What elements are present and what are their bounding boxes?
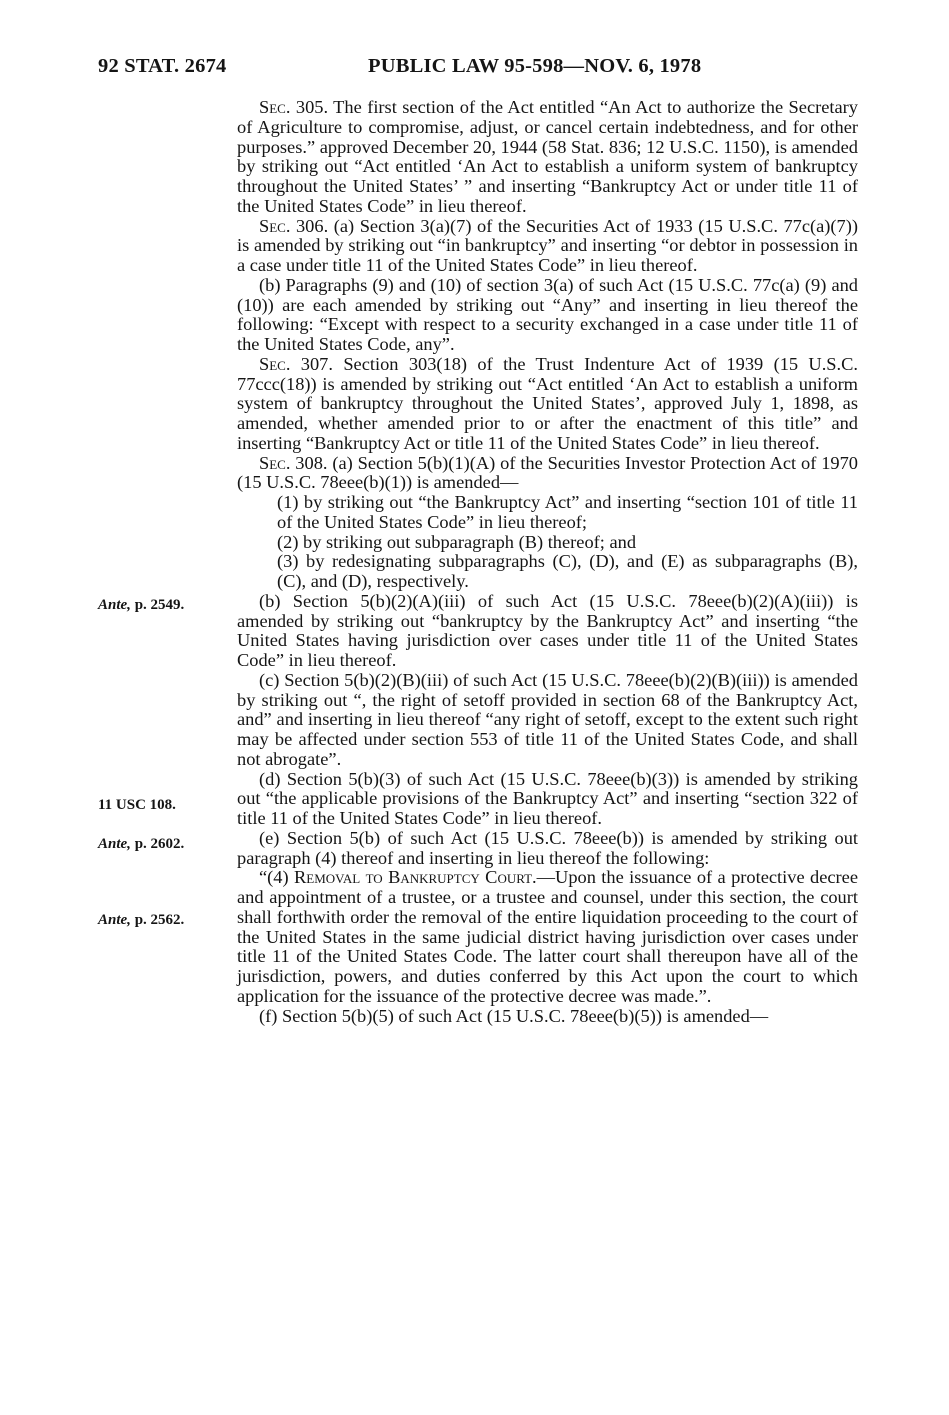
section-308b: (b) Section 5(b)(2)(A)(iii) of such Act (15 U.S.C. 78eee(b)(2)(A)(iii)) is amended by striking out “bankruptcy by the Bankruptcy Act” and inserting “the United States having jurisdiction over cases under title 11 of the United States Code” in lieu thereof.: [237, 590, 858, 670]
section-308f: (f) Section 5(b)(5) of such Act (15 U.S.C. 78eee(b)(5)) is amended—: [259, 1005, 769, 1026]
margin-italic: Ante,: [98, 597, 131, 613]
quote-number: “(4): [259, 867, 294, 888]
section-308a: [237, 454, 858, 494]
sec-label: Sec.: [259, 353, 291, 374]
list-item: (3) by redesignating subparagraphs (C), (D), and (E) as subparagraphs (B), (C), and (D), respectively.: [277, 551, 858, 591]
sec-label: Sec.: [259, 97, 291, 117]
section-306a: [237, 217, 858, 276]
section-305: [237, 98, 858, 217]
body-text: [237, 98, 858, 1026]
paragraph-text: 305. The first section of the Act entitled “An Act to authorize the Secretary of Agriculture to compromise, adjust, or cancel certain indebtedness, and for other purposes.” approved December 20, 1944 (58 Stat. 836; 12 U.S.C. 1150), is amended by striking out “Act entitled ‘An Act to establish a uniform system of bankruptcy throughout the United States’ ” and inserting “Bankruptcy Act or under title 11 of the United States Code” in lieu thereof.: [237, 97, 858, 216]
margin-ref: p. 2602.: [130, 836, 185, 852]
quote-heading: Removal to Bankruptcy Court.: [294, 867, 537, 888]
margin-italic: Ante,: [98, 912, 131, 928]
section-308d: (d) Section 5(b)(3) of such Act (15 U.S.C. 78eee(b)(3)) is amended by striking out “the applicable provisions of the Bankruptcy Act” and inserting “section 322 of title 11 of the United States Code” in lieu thereof.: [237, 768, 858, 828]
section-308c: (c) Section 5(b)(2)(B)(iii) of such Act (15 U.S.C. 78eee(b)(2)(B)(iii)) is amended by striking out “, the right of setoff provided in section 68 of the Bankruptcy Act, and” and inserting in lieu thereof “any right of setoff, except to the extent such right may be affected under section 553 of title 11 of the United States Code, and shall not abrogate”.: [237, 669, 858, 769]
margin-italic: Ante,: [98, 836, 131, 852]
quote-text: —Upon the issuance of a protective decree and appointment of a trustee, or a trustee and counsel, under this section, the court shall forthwith order the removal of the entire liquidation proceeding to the court of the United States in the same judicial district having jurisdiction over cases under title 11 of the United States Code. The latter court shall thereupon have all of the jurisdiction, powers, and duties conferred by this Act upon the court to which application for the issuance of the protective decree was made.”.: [237, 867, 858, 1006]
quoted-paragraph: [237, 868, 858, 1006]
section-307: [237, 355, 858, 454]
paragraph-text: 307. Section 303(18) of the Trust Indenture Act of 1939 (15 U.S.C. 77ccc(18)) is amended by striking out “Act entitled ‘An Act to establish a uniform system of bankruptcy throughout the United States’, approved July 1, 1898, as amended, whether amended prior to or after the enactment of this title” and inserting “Bankruptcy Act or title 11 of the United States Code” in lieu thereof.: [237, 353, 858, 453]
margin-ref: p. 2549.: [130, 597, 185, 613]
margin-ref: 11 USC 108.: [98, 797, 176, 813]
paragraph-text: 308. (a) Section 5(b)(1)(A) of the Securities Investor Protection Act of 1970 (15 U.S.C. 78eee(b)(1)) is amended—: [237, 452, 858, 493]
stat-citation: 92 STAT. 2674: [98, 55, 227, 77]
paragraph-text: (b) Paragraphs (9) and (10) of section 3(a) of such Act (15 U.S.C. 77c(a) (9) and (10)) are each amended by striking out “Any” and inserting in lieu thereof the following: “Except with respect to a security exchanged in a case under title 11 of the United States Code, any”.: [237, 274, 858, 354]
list-item: (2) by striking out subparagraph (B) thereof; and: [277, 531, 637, 552]
sec-label: Sec.: [259, 215, 291, 236]
list-item: (1) by striking out “the Bankruptcy Act” and inserting “section 101 of title 11 of the United States Code” in lieu thereof;: [277, 492, 858, 532]
section-306b: [237, 276, 858, 355]
paragraph-text: 306. (a) Section 3(a)(7) of the Securities Act of 1933 (15 U.S.C. 77c(a)(7)) is amended by striking out “in bankruptcy” and inserting “or debtor in possession in a case under title 11 of the United States Code” in lieu thereof.: [237, 215, 858, 275]
sec-label: Sec.: [259, 452, 291, 473]
margin-note: [98, 836, 184, 853]
page-title: PUBLIC LAW 95-598—NOV. 6, 1978: [368, 55, 702, 77]
margin-note: [98, 912, 184, 929]
margin-note: [98, 797, 176, 814]
margin-note: [98, 597, 184, 614]
margin-ref: p. 2562.: [130, 912, 185, 928]
section-308e: (e) Section 5(b) of such Act (15 U.S.C. 78eee(b)) is amended by striking out paragraph (4) thereof and inserting in lieu thereof the following:: [237, 827, 858, 868]
